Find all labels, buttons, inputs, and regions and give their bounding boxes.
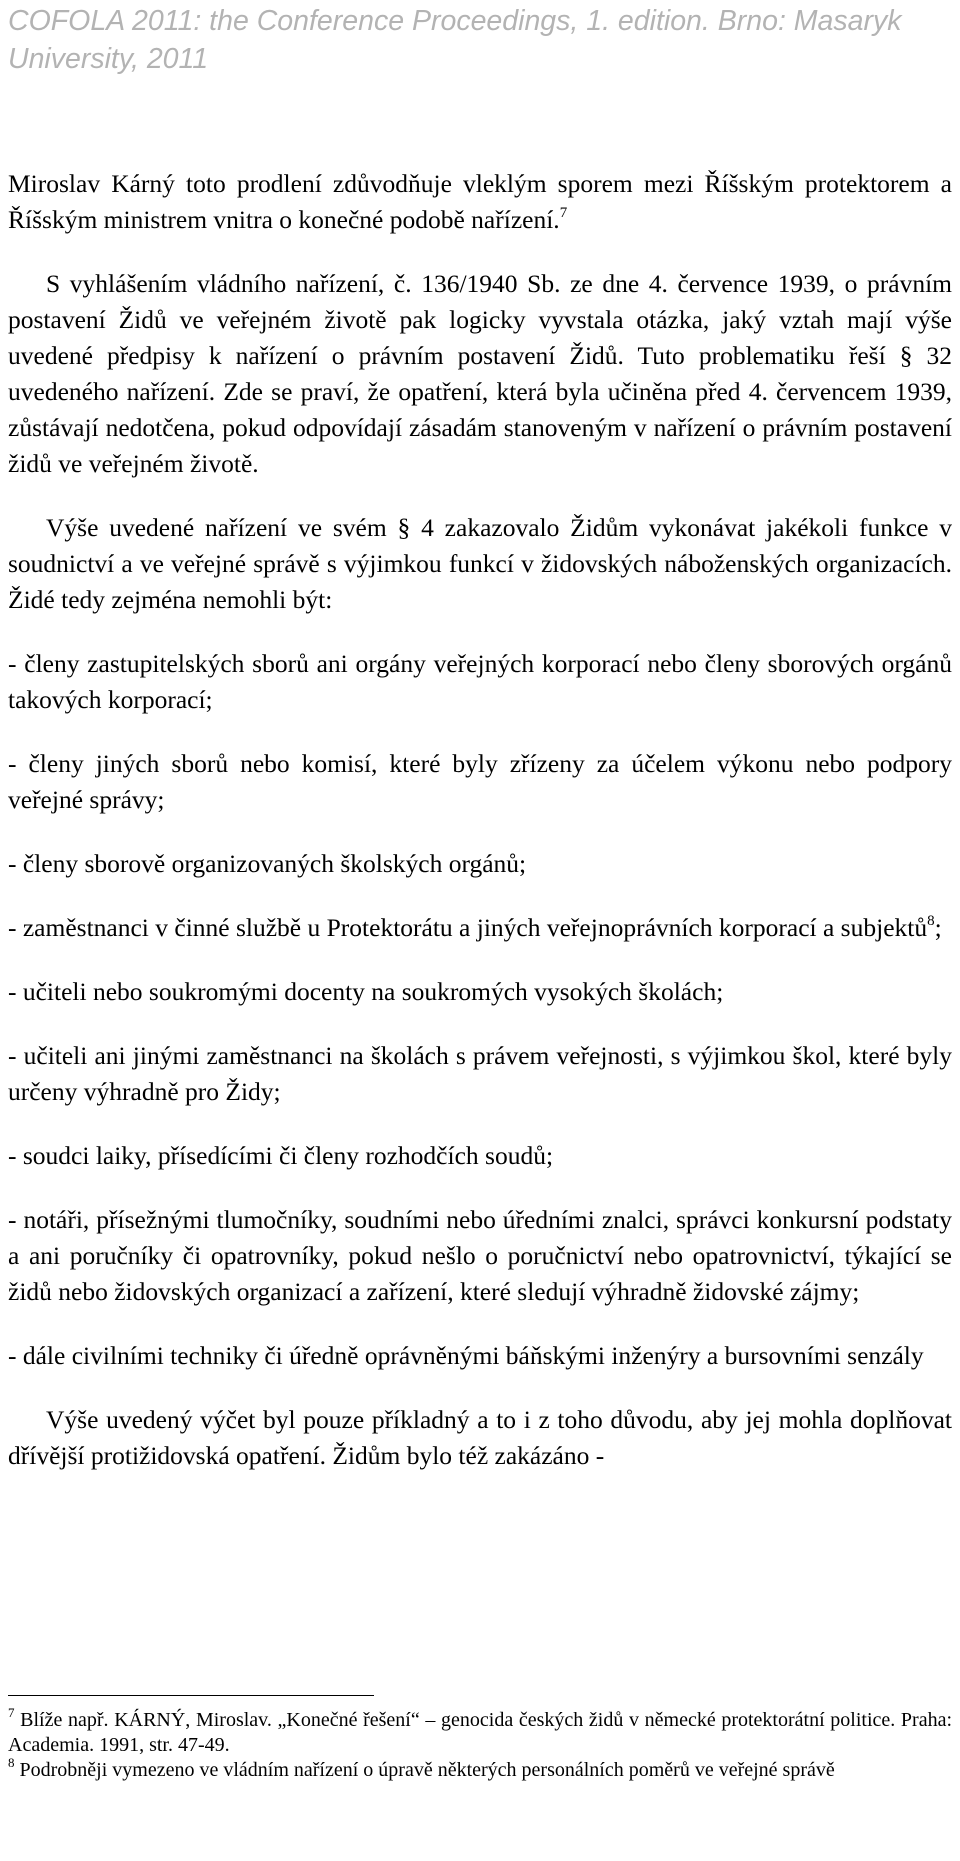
list-item: - učiteli nebo soukromými docenty na soukromých vysokých školách; (8, 977, 724, 1006)
list-item: - zaměstnanci v činné službě u Protektorátu a jiných veřejnoprávních korporací a subjektů$^8$; (8, 912, 942, 942)
list-item: - členy jiných sborů nebo komisí, které byly zřízeny za účelem výkonu nebo podpory veřejné správy; (8, 749, 952, 814)
footnotes (8, 1704, 953, 1783)
list-item: - dále civilními techniky či úředně oprávněnými báňskými inženýry a bursovními senzály (8, 1341, 924, 1370)
footnote-number: 7 (8, 1704, 15, 1720)
paragraph: Výše uvedený výčet byl pouze příkladný a to i z toho důvodu, aby jej mohla doplňovat dřívější protižidovská opatření. Židům bylo též zakázáno - (8, 1405, 952, 1470)
list-item: - učiteli ani jinými zaměstnanci na školách s právem veřejnosti, s výjimkou škol, které byly určeny výhradně pro Židy; (8, 1041, 952, 1106)
list-item: - soudci laiky, přísedícími či členy rozhodčích soudů; (8, 1141, 554, 1170)
list-item: - členy zastupitelských sborů ani orgány veřejných korporací nebo členy sborových orgánů takových korporací; (8, 649, 952, 714)
list-item: - notáři, přísežnými tlumočníky, soudními nebo úředními znalci, správci konkursní podstaty a ani poručníky či opatrovníky, pokud nešlo o poručnictví nebo opatrovnictví, týkající se židů nebo židovských organizací a zařízení, které sledují výhradně židovské zájmy; (8, 1205, 952, 1306)
paragraph: Miroslav Kárný toto prodlení zdůvodňuje vleklým sporem mezi Říšským protektorem a Říšským ministrem vnitra o konečné podobě nařízení.$^7$ (8, 169, 952, 234)
list-item: - členy sborově organizovaných školských orgánů; (8, 849, 527, 878)
footnote-ref[interactable]: 7 (559, 204, 568, 221)
header-line-1: COFOLA 2011: the Conference Proceedings, 1. edition. Brno: Masaryk (8, 5, 902, 37)
paragraph: S vyhlášením vládního nařízení, č. 136/1940 Sb. ze dne 4. července 1939, o právním postavení Židů ve veřejném životě pak logicky vyvstala otázka, jaký vztah mají výše uvedené předpisy k nařízení o právním postavení Židů. Tuto problematiku řeší § 32 uvedeného nařízení. Zde se praví, že opatření, která byla učiněna před 4. červencem 1939, zůstávají nedotčena, pokud odpovídají zásadám stanoveným v nařízení o právním postavení židů ve veřejném životě. (8, 269, 952, 478)
footnote-ref[interactable]: 8 (927, 912, 935, 929)
running-header (8, 2, 952, 78)
footnote: $^8$ Podrobněji vymezeno ve vládním nařízení o úpravě některých personálních poměrů ve veřejné správě (8, 1754, 835, 1781)
footnote: $^7$ Blíže např. KÁRNÝ, Miroslav. „Konečné řešení“ – genocida českých židů v německé protektorátní politice. Praha: Academia. 1991, str. 47-49. (8, 1704, 953, 1756)
footnote-separator (8, 1695, 374, 1696)
body-text (8, 166, 952, 1474)
footnote-number: 8 (8, 1754, 15, 1770)
header-line-2: University, 2011 (8, 43, 209, 75)
paragraph: Výše uvedené nařízení ve svém § 4 zakazovalo Židům vykonávat jakékoli funkce v soudnictví a ve veřejné správě s výjimkou funkcí v židovských náboženských organizacích. Židé tedy zejména nemohli být: (8, 513, 952, 614)
